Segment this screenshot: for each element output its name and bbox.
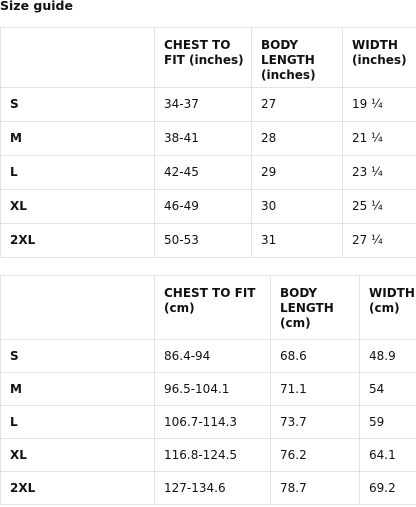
body-length-cell: 28	[252, 122, 343, 156]
chest-column-header: CHEST TO FIT (cm)	[155, 276, 271, 340]
body-length-column-header: BODY LENGTH (inches)	[252, 28, 343, 88]
table-header-row	[1, 28, 416, 88]
size-table-inches	[0, 27, 416, 258]
table-row	[1, 88, 416, 122]
size-cell: XL	[1, 190, 155, 224]
size-table-cm	[0, 275, 416, 505]
size-cell: 2XL	[1, 472, 155, 505]
width-cell: 19 ¼	[343, 88, 416, 122]
size-column-header	[1, 28, 155, 88]
table-row	[1, 406, 416, 439]
chest-cell: 34-37	[155, 88, 252, 122]
width-cell: 69.2	[360, 472, 416, 505]
size-cell: 2XL	[1, 224, 155, 258]
width-cell: 54	[360, 373, 416, 406]
table-row	[1, 190, 416, 224]
size-cell: M	[1, 122, 155, 156]
width-cell: 27 ¼	[343, 224, 416, 258]
chest-column-header: CHEST TO FIT (inches)	[155, 28, 252, 88]
body-length-cell: 71.1	[271, 373, 360, 406]
chest-cell: 106.7-114.3	[155, 406, 271, 439]
chest-cell: 50-53	[155, 224, 252, 258]
table-header-row	[1, 276, 416, 340]
chest-cell: 38-41	[155, 122, 252, 156]
table-row	[1, 122, 416, 156]
size-cell: S	[1, 88, 155, 122]
size-cell: L	[1, 156, 155, 190]
chest-cell: 86.4-94	[155, 340, 271, 373]
body-length-cell: 30	[252, 190, 343, 224]
size-cell: M	[1, 373, 155, 406]
chest-cell: 42-45	[155, 156, 252, 190]
table-row	[1, 373, 416, 406]
width-cell: 25 ¼	[343, 190, 416, 224]
body-length-cell: 78.7	[271, 472, 360, 505]
width-column-header: WIDTH (cm)	[360, 276, 416, 340]
width-cell: 48.9	[360, 340, 416, 373]
table-row	[1, 224, 416, 258]
table-row	[1, 340, 416, 373]
body-length-cell: 68.6	[271, 340, 360, 373]
size-guide-title: Size guide	[0, 0, 73, 13]
body-length-cell: 31	[252, 224, 343, 258]
body-length-cell: 73.7	[271, 406, 360, 439]
width-cell: 64.1	[360, 439, 416, 472]
size-cell: XL	[1, 439, 155, 472]
chest-cell: 116.8-124.5	[155, 439, 271, 472]
width-cell: 21 ¼	[343, 122, 416, 156]
table-row	[1, 439, 416, 472]
size-cell: S	[1, 340, 155, 373]
width-column-header: WIDTH (inches)	[343, 28, 416, 88]
table-row	[1, 156, 416, 190]
chest-cell: 96.5-104.1	[155, 373, 271, 406]
width-cell: 59	[360, 406, 416, 439]
table-row	[1, 472, 416, 505]
chest-cell: 46-49	[155, 190, 252, 224]
body-length-cell: 27	[252, 88, 343, 122]
body-length-cell: 29	[252, 156, 343, 190]
width-cell: 23 ¼	[343, 156, 416, 190]
size-column-header	[1, 276, 155, 340]
chest-cell: 127-134.6	[155, 472, 271, 505]
body-length-column-header: BODY LENGTH (cm)	[271, 276, 360, 340]
size-cell: L	[1, 406, 155, 439]
body-length-cell: 76.2	[271, 439, 360, 472]
